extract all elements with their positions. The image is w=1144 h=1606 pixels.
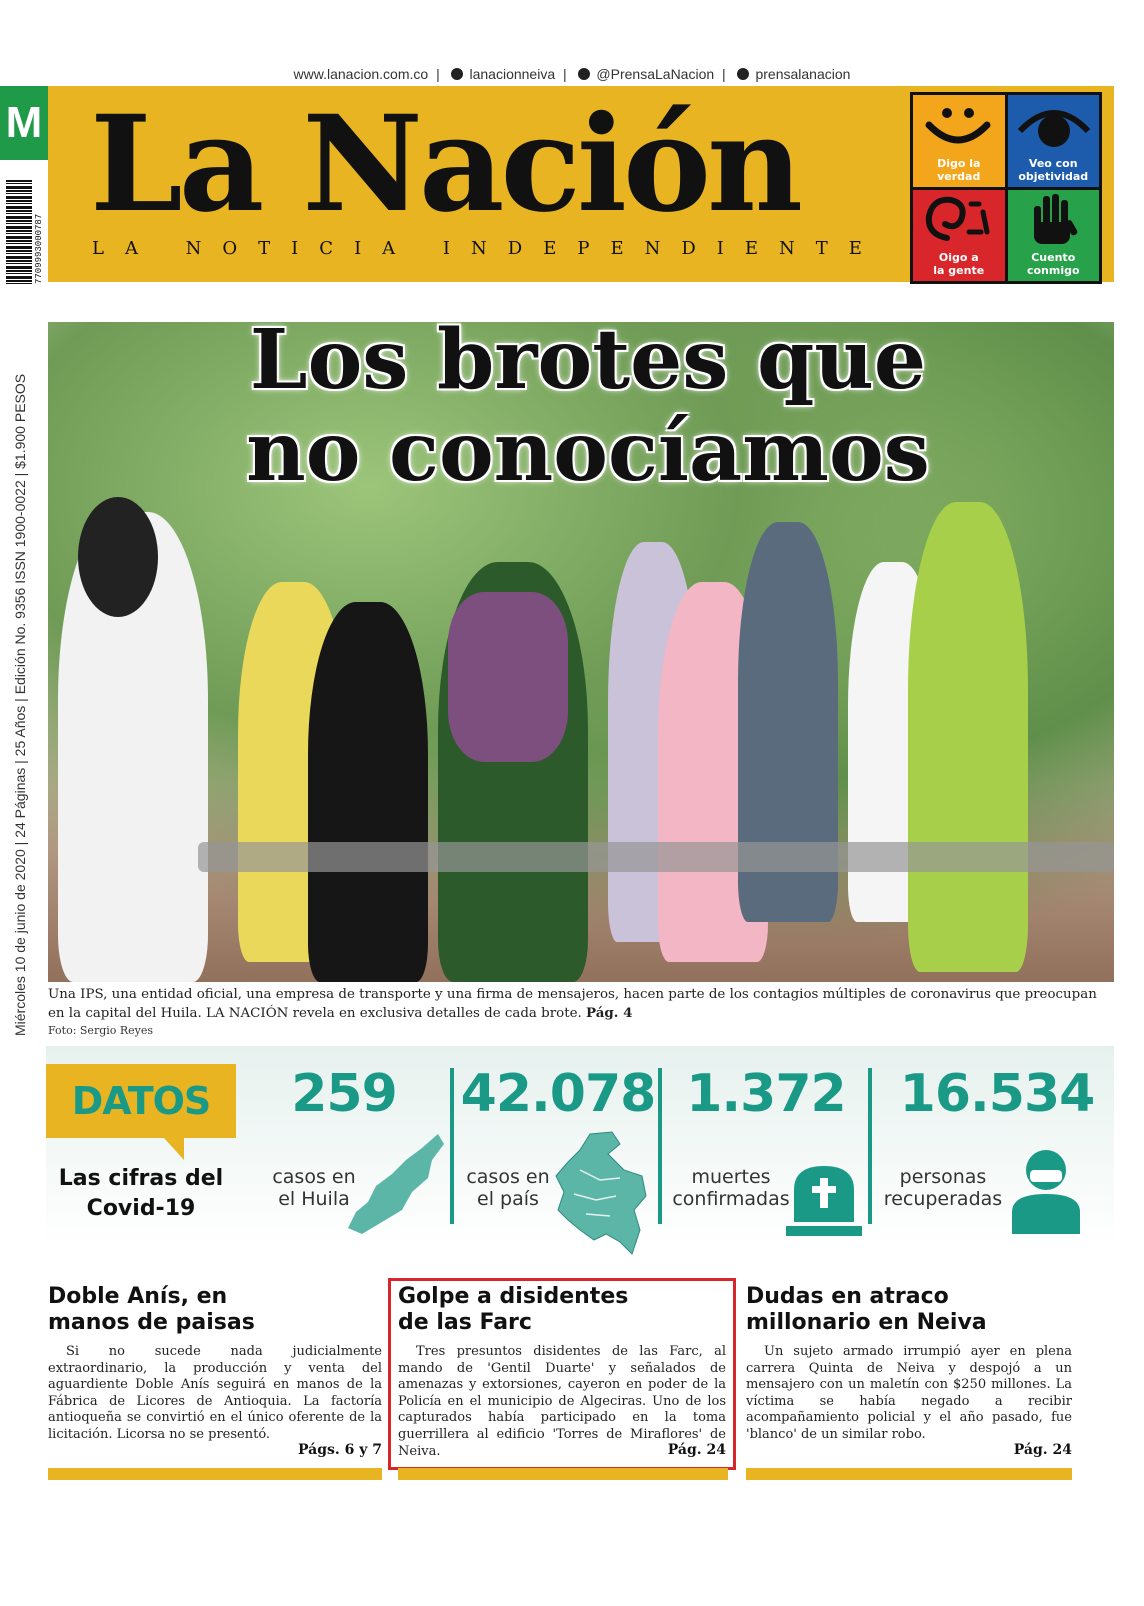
section-badge: M	[0, 86, 48, 160]
stat-label-line: casos en	[466, 1166, 550, 1188]
story-page-ref[interactable]: Págs. 6 y 7	[297, 1442, 382, 1458]
stat-value: 1.372	[686, 1064, 846, 1124]
values-logo	[910, 92, 1102, 284]
newspaper-brand[interactable]: La Nación	[90, 87, 800, 242]
story-farc[interactable]	[398, 1284, 726, 1462]
covid-infographic	[46, 1046, 1114, 1246]
smile-icon	[923, 103, 993, 151]
logo-label: objetividad	[1018, 169, 1089, 183]
person-figure	[908, 502, 1028, 972]
story-page-ref[interactable]: Pág. 24	[1013, 1442, 1072, 1458]
eye-icon	[1016, 101, 1092, 153]
masked-person-icon	[1008, 1146, 1084, 1236]
separator: |	[722, 66, 726, 82]
datos-subtitle-line: Covid-19	[86, 1196, 196, 1221]
stat-label-line: recuperadas	[883, 1188, 1003, 1210]
caption-page-ref[interactable]: Pág. 4	[586, 1005, 633, 1021]
story-body: Tres presuntos disidentes de las Farc, al mando de 'Gentil Duarte' y señalados de amenazas y extorsiones, cayeron en poder de la Policía en el municipio de Algeciras. Uno de los capturados había participado en la toma guerrillera al edificio 'Torres de Miraflores' de Neiva.	[398, 1344, 726, 1459]
stat-label	[458, 1166, 558, 1210]
story-bar	[746, 1468, 1072, 1480]
datos-badge: DATOS	[46, 1064, 236, 1138]
hero-photo[interactable]	[48, 322, 1114, 982]
tagline: LA NOTICIA INDEPENDIENTE	[92, 238, 883, 259]
stat-label-line: el Huila	[278, 1188, 350, 1210]
tombstone-icon	[782, 1160, 866, 1242]
stat-label	[666, 1166, 796, 1210]
story-title-line: manos de paisas	[48, 1310, 255, 1335]
ear-icon	[921, 194, 997, 246]
twitter-handle[interactable]: @PrensaLaNacion	[596, 66, 715, 82]
story-title	[48, 1284, 382, 1336]
stat-divider	[868, 1068, 872, 1224]
story-title-line: millonario en Neiva	[746, 1310, 987, 1335]
logo-label: Cuento	[1031, 251, 1076, 264]
logo-cell-listen	[913, 190, 1005, 282]
main-headline[interactable]	[198, 322, 978, 498]
story-title-line: Dudas en atraco	[746, 1284, 949, 1309]
stat-value: 42.078	[460, 1064, 656, 1124]
stat-recovered	[878, 1064, 1095, 1234]
stat-label	[878, 1166, 1008, 1210]
story-title-line: de las Farc	[398, 1310, 532, 1335]
photo-credit: Foto: Sergio Reyes	[48, 1024, 154, 1037]
person-figure	[308, 602, 428, 982]
person-figure	[78, 497, 158, 617]
facebook-icon	[451, 68, 463, 80]
stat-huila	[264, 1064, 454, 1234]
photo-caption	[48, 986, 1114, 1023]
stat-deaths	[666, 1064, 866, 1234]
story-atraco[interactable]	[746, 1284, 1072, 1462]
masthead	[48, 86, 1114, 282]
logo-label: Veo con	[1028, 156, 1078, 170]
instagram-icon	[737, 68, 749, 80]
twitter-icon	[578, 68, 590, 80]
logo-label: Digo la	[937, 156, 981, 170]
logo-label: la gente	[933, 264, 985, 277]
facebook-handle[interactable]: lanacionneiva	[469, 66, 556, 82]
story-doble-anis[interactable]	[48, 1284, 382, 1462]
contact-line	[0, 66, 1144, 82]
barcode	[6, 180, 32, 284]
instagram-handle[interactable]: prensalanacion	[755, 66, 851, 82]
stat-country	[458, 1064, 658, 1234]
caption-text: Una IPS, una entidad oficial, una empresa de transporte y una firma de mensajeros, hacen parte de los contagios múltiples de coronavirus que preocupan en la capital del Huila. LA NACIÓN revela en exclusiva detalles de cada brote.	[48, 987, 1097, 1021]
barcode-number: 7709993000787	[34, 213, 44, 284]
stat-label-line: el país	[477, 1188, 539, 1210]
headline-line: no conocíamos	[246, 404, 930, 500]
speech-tail	[164, 1138, 184, 1160]
story-page-ref[interactable]: Pág. 24	[667, 1442, 726, 1458]
logo-cell-count	[1008, 190, 1100, 282]
website-link[interactable]: www.lanacion.com.co	[293, 66, 429, 82]
story-body: Si no sucede nada judicialmente extraordinario, la producción y venta del aguardiente Doble Anís seguirá en manos de la Fábrica de Licores de Antioquia. La factoría antioqueña se convirtió en el único oferente de la licitación. Licorsa no se presentó.	[48, 1344, 382, 1442]
stat-value: 16.534	[899, 1064, 1095, 1124]
separator: |	[436, 66, 440, 82]
stat-divider	[450, 1068, 454, 1224]
logo-label: Oigo a	[938, 251, 979, 264]
story-title-line: Doble Anís, en	[48, 1284, 228, 1309]
separator: |	[563, 66, 567, 82]
story-title	[746, 1284, 1072, 1336]
stat-label-line: casos en	[272, 1166, 356, 1188]
railing	[198, 842, 1114, 872]
stat-label-line: confirmadas	[672, 1188, 790, 1210]
story-title	[398, 1284, 726, 1336]
colombia-map-icon	[550, 1130, 650, 1260]
stat-label-line: personas	[899, 1166, 987, 1188]
logo-label: verdad	[937, 169, 981, 183]
stat-label-line: muertes	[691, 1166, 771, 1188]
logo-label: conmigo	[1026, 264, 1080, 277]
hand-icon	[1024, 192, 1084, 248]
datos-subtitle	[46, 1164, 236, 1224]
story-bar	[398, 1468, 728, 1480]
person-figure	[448, 592, 568, 762]
datos-subtitle-line: Las cifras del	[58, 1166, 224, 1191]
edition-info: Miércoles 10 de junio de 2020 | 24 Páginas | 25 Años | Edición No. 9356 ISSN 1900-0022 | $1.900 PESOS	[12, 373, 28, 1036]
headline-line: Los brotes que	[249, 322, 927, 408]
stat-divider	[658, 1068, 662, 1224]
logo-cell-objectivity	[1008, 95, 1100, 187]
logo-cell-truth	[913, 95, 1005, 187]
story-body: Un sujeto armado irrumpió ayer en plena carrera Quinta de Neiva y despojó a un mensajero con un maletín con $250 millones. La víctima se había negado a recibir acompañamiento policial y el año pasado, fue 'blanco' de un similar robo.	[746, 1344, 1072, 1442]
story-title-line: Golpe a disidentes	[398, 1284, 629, 1309]
stat-value: 259	[291, 1064, 397, 1124]
story-bar	[48, 1468, 382, 1480]
huila-map-icon	[342, 1130, 452, 1240]
